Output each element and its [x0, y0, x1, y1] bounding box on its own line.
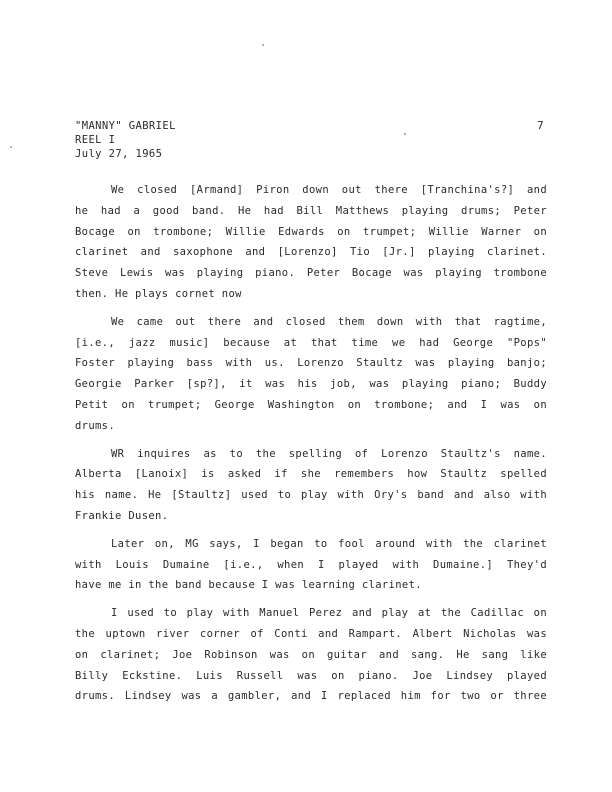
text-line: Bocage on trombone; Willie Edwards on trumpet; Willie Warner on [75, 225, 547, 238]
reel-label: REEL I [75, 134, 116, 146]
interviewee-name: "MANNY" GABRIEL [75, 120, 176, 132]
transcript-body [75, 180, 547, 707]
scan-speck [404, 133, 406, 135]
text-line: drums. [75, 419, 116, 432]
document-header [75, 119, 176, 161]
text-line: the uptown river corner of Conti and Rampart. Albert Nicholas was [75, 627, 547, 640]
interview-date: July 27, 1965 [75, 148, 163, 160]
text-line: Frankie Dusen. [75, 509, 169, 522]
text-line: [i.e., jazz music] because at that time we had George "Pops" [75, 336, 547, 349]
text-line: drums. Lindsey was a gambler, and I replaced him for two or three [75, 690, 547, 703]
text-line: he had a good band. He had Bill Matthews playing drums; Peter [75, 204, 547, 217]
text-line: We closed [Armand] Piron down out there [Tranchina's?] and [111, 184, 547, 196]
paragraph [75, 444, 547, 527]
text-line: WR inquires as to the spelling of Lorenzo Staultz's name. [111, 447, 547, 460]
text-line: Later on, MG says, I began to fool around with the clarinet [111, 537, 547, 550]
text-line: Steve Lewis was playing piano. Peter Bocage was playing trombone [75, 267, 547, 280]
text-line: on clarinet; Joe Robinson was on guitar and sang. He sang like [75, 648, 547, 661]
text-line: clarinet and saxophone and [Lorenzo] Tio [Jr.] playing clarinet. [75, 246, 547, 259]
text-line: his name. He [Staultz] used to play with Ory's band and also with [75, 489, 547, 502]
scan-speck [262, 44, 264, 46]
text-line: Alberta [Lanoix] is asked if she remembers how Staultz spelled [75, 468, 547, 481]
text-line: Foster playing bass with us. Lorenzo Staultz was playing banjo; [75, 357, 547, 370]
page-number: 7 [537, 119, 544, 132]
paragraph [75, 534, 547, 596]
paragraph [75, 603, 547, 707]
scan-speck [10, 146, 12, 148]
text-line: with Louis Dumaine [i.e., when I played with Dumaine.] They'd [75, 558, 547, 571]
text-line: have me in the band because I was learning clarinet. [75, 579, 422, 592]
text-line: We came out there and closed them down with that ragtime, [111, 315, 547, 328]
text-line: Petit on trumpet; George Washington on trombone; and I was on [75, 398, 547, 411]
text-line: then. He plays cornet now [75, 287, 242, 300]
text-line: Billy Eckstine. Luis Russell was on piano. Joe Lindsey played [75, 669, 547, 682]
text-line: Georgie Parker [sp?], it was his job, was playing piano; Buddy [75, 378, 547, 391]
paragraph [75, 312, 547, 437]
text-line: I used to play with Manuel Perez and play at the Cadillac on [111, 607, 547, 620]
paragraph [75, 180, 547, 305]
